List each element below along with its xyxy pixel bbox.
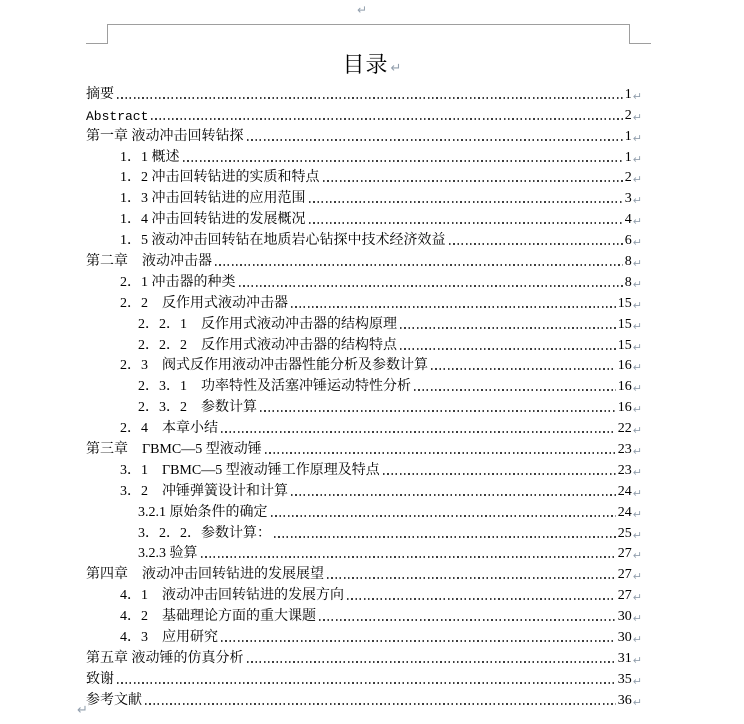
- toc-entry-label: 2．2 反作用式液动冲击器: [120, 295, 288, 311]
- text-boundary-right-horizontal: [629, 43, 651, 44]
- toc-entry-page-number: 16: [617, 400, 632, 416]
- toc-entry[interactable]: [86, 648, 642, 669]
- toc-entry-page-number: 1: [624, 86, 632, 102]
- return-mark-icon: ↵: [632, 528, 642, 542]
- toc-entry[interactable]: [86, 690, 642, 711]
- toc-entry[interactable]: [86, 147, 642, 168]
- toc-entry-label: Abstract: [86, 108, 149, 124]
- toc-entry-label: 摘要: [86, 86, 114, 102]
- toc-entry-label: 1．4 冲击回转钻进的发展概况: [120, 212, 306, 228]
- dot-leader: [400, 348, 616, 350]
- toc-entry-page-number: 15: [617, 295, 632, 311]
- dot-leader: [431, 368, 616, 370]
- toc-entry[interactable]: [86, 627, 642, 648]
- toc-entry-page-number: 23: [617, 462, 632, 478]
- dot-leader: [145, 703, 616, 705]
- toc-entry-label: 2．2．2 反作用式液动冲击器的结构特点: [138, 337, 397, 353]
- dot-leader: [400, 327, 616, 329]
- trailing-paragraph-mark-icon: ↵: [77, 703, 88, 718]
- return-mark-icon: ↵: [632, 382, 642, 396]
- toc-entry-page-number: 15: [617, 337, 632, 353]
- dot-leader: [151, 118, 622, 120]
- text-boundary-right-vertical: [629, 24, 630, 44]
- dot-leader: [201, 556, 616, 558]
- toc-entry-page-number: 16: [617, 358, 632, 374]
- dot-leader: [117, 682, 616, 684]
- toc-entry[interactable]: [86, 335, 642, 356]
- toc-entry-label: 2．3．2 参数计算: [138, 400, 257, 416]
- text-boundary-left-horizontal: [86, 43, 107, 44]
- toc-entry[interactable]: [86, 606, 642, 627]
- return-mark-icon: ↵: [632, 445, 642, 459]
- toc-entry-label: 1．2 冲击回转钻进的实质和特点: [120, 170, 320, 186]
- return-mark-icon: ↵: [632, 194, 642, 208]
- toc-entry[interactable]: [86, 230, 642, 251]
- toc-entry-label: 3．2．2．参数计算：: [138, 525, 271, 541]
- return-mark-icon: ↵: [632, 110, 642, 124]
- return-mark-icon: ↵: [632, 570, 642, 584]
- toc-entry-page-number: 23: [617, 442, 632, 458]
- return-mark-icon: ↵: [632, 131, 642, 145]
- toc-entry-label: 4．1 液动冲击回转钻进的发展方向: [120, 588, 344, 604]
- dot-leader: [383, 473, 616, 475]
- toc-entry-label: 致谢: [86, 671, 114, 687]
- return-mark-icon: ↵: [632, 215, 642, 229]
- dot-leader: [414, 389, 616, 391]
- toc-entry-page-number: 2: [624, 170, 632, 186]
- toc-entry[interactable]: [86, 188, 642, 209]
- return-mark-icon: ↵: [632, 319, 642, 333]
- dot-leader: [221, 640, 616, 642]
- toc-entry[interactable]: [86, 84, 642, 105]
- return-mark-icon: ↵: [632, 674, 642, 688]
- dot-leader: [117, 97, 623, 99]
- toc-entry[interactable]: [86, 209, 642, 230]
- toc-entry-page-number: 3: [624, 191, 632, 207]
- dot-leader: [309, 201, 623, 203]
- dot-leader: [323, 180, 623, 182]
- toc-entry[interactable]: [86, 293, 642, 314]
- dot-leader: [327, 577, 616, 579]
- dot-leader: [260, 410, 616, 412]
- toc-list: [86, 84, 642, 711]
- toc-entry-page-number: 24: [617, 483, 632, 499]
- toc-entry[interactable]: [86, 418, 642, 439]
- toc-entry[interactable]: [86, 523, 642, 544]
- toc-entry[interactable]: [86, 481, 642, 502]
- toc-entry[interactable]: [86, 314, 642, 335]
- toc-entry-page-number: 1: [624, 128, 632, 144]
- dot-leader: [247, 661, 616, 663]
- toc-entry-page-number: 24: [617, 504, 632, 520]
- toc-entry-page-number: 6: [624, 233, 632, 249]
- return-mark-icon: ↵: [632, 403, 642, 417]
- toc-entry-label: 3.2.3 验算: [138, 546, 198, 562]
- dot-leader: [239, 285, 623, 287]
- toc-entry-label: 第三章 ΓBMC—5 型液动锤: [86, 442, 262, 458]
- toc-entry[interactable]: [86, 397, 642, 418]
- return-mark-icon: ↵: [632, 173, 642, 187]
- toc-entry[interactable]: [86, 669, 642, 690]
- toc-entry[interactable]: [86, 439, 642, 460]
- return-mark-icon: ↵: [632, 465, 642, 479]
- toc-entry-label: 第四章 液动冲击回转钻进的发展展望: [86, 567, 324, 583]
- toc-entry-page-number: 31: [617, 650, 632, 666]
- toc-entry-label: 参考文献: [86, 692, 142, 708]
- dot-leader: [449, 243, 623, 245]
- toc-entry-label: 1．1 概述: [120, 149, 180, 165]
- dot-leader: [309, 222, 623, 224]
- toc-entry[interactable]: [86, 585, 642, 606]
- toc-title-line: [0, 48, 744, 79]
- toc-entry-page-number: 30: [617, 630, 632, 646]
- toc-entry[interactable]: [86, 126, 642, 147]
- toc-entry-label: 3．2 冲锤弹簧设计和计算: [120, 483, 288, 499]
- toc-entry-label: 第五章 液动锤的仿真分析: [86, 650, 244, 666]
- return-mark-icon: ↵: [632, 277, 642, 291]
- return-mark-icon: ↵: [632, 298, 642, 312]
- return-mark-icon: ↵: [632, 486, 642, 500]
- toc-entry[interactable]: [86, 356, 642, 377]
- toc-entry[interactable]: [86, 564, 642, 585]
- dot-leader: [183, 160, 623, 162]
- toc-entry[interactable]: [86, 502, 642, 523]
- dot-leader: [291, 494, 616, 496]
- toc-entry-label: 3.2.1 原始条件的确定: [138, 504, 268, 520]
- toc-entry-label: 4．2 基础理论方面的重大课题: [120, 609, 316, 625]
- toc-entry[interactable]: [86, 544, 642, 565]
- toc-entry[interactable]: [86, 168, 642, 189]
- toc-entry-label: 第二章 液动冲击器: [86, 254, 212, 270]
- text-boundary-top-line: [107, 24, 629, 25]
- dot-leader: [247, 139, 623, 141]
- dot-leader: [347, 598, 616, 600]
- toc-entry-label: 第一章 液动冲击回转钻探: [86, 128, 244, 144]
- return-mark-icon: ↵: [632, 507, 642, 521]
- toc-entry[interactable]: [86, 460, 642, 481]
- dot-leader: [265, 452, 616, 454]
- return-mark-icon: ↵: [632, 695, 642, 709]
- toc-entry-label: 2．2．1 反作用式液动冲击器的结构原理: [138, 316, 397, 332]
- toc-entry-label: 2．3．1 功率特性及活塞冲锤运动特性分析: [138, 379, 411, 395]
- dot-leader: [291, 306, 616, 308]
- toc-entry-page-number: 4: [624, 212, 632, 228]
- return-mark-icon: ↵: [632, 633, 642, 647]
- toc-entry-label: 4．3 应用研究: [120, 630, 218, 646]
- toc-entry-label: 1．3 冲击回转钻进的应用范围: [120, 191, 306, 207]
- return-mark-icon: ↵: [632, 257, 642, 271]
- page-title: 目录: [342, 52, 389, 77]
- header-paragraph-mark-icon: ↵: [357, 3, 368, 17]
- toc-entry-page-number: 1: [624, 149, 632, 165]
- toc-entry-page-number: 2: [624, 107, 632, 123]
- return-mark-icon: ↵: [632, 549, 642, 563]
- toc-entry-page-number: 16: [617, 379, 632, 395]
- toc-entry-label: 2．1 冲击器的种类: [120, 274, 236, 290]
- return-mark-icon: ↵: [632, 340, 642, 354]
- toc-entry-page-number: 25: [617, 525, 632, 541]
- toc-entry-page-number: 27: [617, 588, 632, 604]
- toc-entry[interactable]: [86, 272, 642, 293]
- dot-leader: [271, 515, 616, 517]
- toc-entry-page-number: 27: [617, 546, 632, 562]
- dot-leader: [319, 619, 616, 621]
- toc-entry-page-number: 30: [617, 609, 632, 625]
- dot-leader: [215, 264, 623, 266]
- toc-entry-page-number: 15: [617, 316, 632, 332]
- return-mark-icon: ↵: [632, 612, 642, 626]
- toc-entry-label: 3．1 ΓBMC—5 型液动锤工作原理及特点: [120, 462, 380, 478]
- dot-leader: [221, 431, 616, 433]
- toc-entry[interactable]: [86, 376, 642, 397]
- toc-entry-page-number: 8: [624, 274, 632, 290]
- toc-entry-page-number: 8: [624, 254, 632, 270]
- text-boundary-left-vertical: [107, 24, 108, 44]
- toc-entry-page-number: 22: [617, 421, 632, 437]
- toc-entry-page-number: 27: [617, 567, 632, 583]
- return-mark-icon: ↵: [632, 361, 642, 375]
- dot-leader: [274, 536, 616, 538]
- toc-entry-page-number: 35: [617, 671, 632, 687]
- return-mark-icon: ↵: [632, 653, 642, 667]
- return-mark-icon: ↵: [632, 591, 642, 605]
- toc-entry-label: 1．5 液动冲击回转钻在地质岩心钻探中技术经济效益: [120, 233, 446, 249]
- toc-entry-label: 2．4 本章小结: [120, 421, 218, 437]
- return-mark-icon: ↵: [632, 424, 642, 438]
- return-mark-icon: ↵: [632, 152, 642, 166]
- toc-entry[interactable]: [86, 105, 642, 126]
- toc-entry-page-number: 36: [617, 692, 632, 708]
- toc-entry-label: 2．3 阀式反作用液动冲击器性能分析及参数计算: [120, 358, 428, 374]
- toc-entry[interactable]: [86, 251, 642, 272]
- title-paragraph-mark-icon: ↵: [390, 61, 402, 76]
- return-mark-icon: ↵: [632, 236, 642, 250]
- return-mark-icon: ↵: [632, 89, 642, 103]
